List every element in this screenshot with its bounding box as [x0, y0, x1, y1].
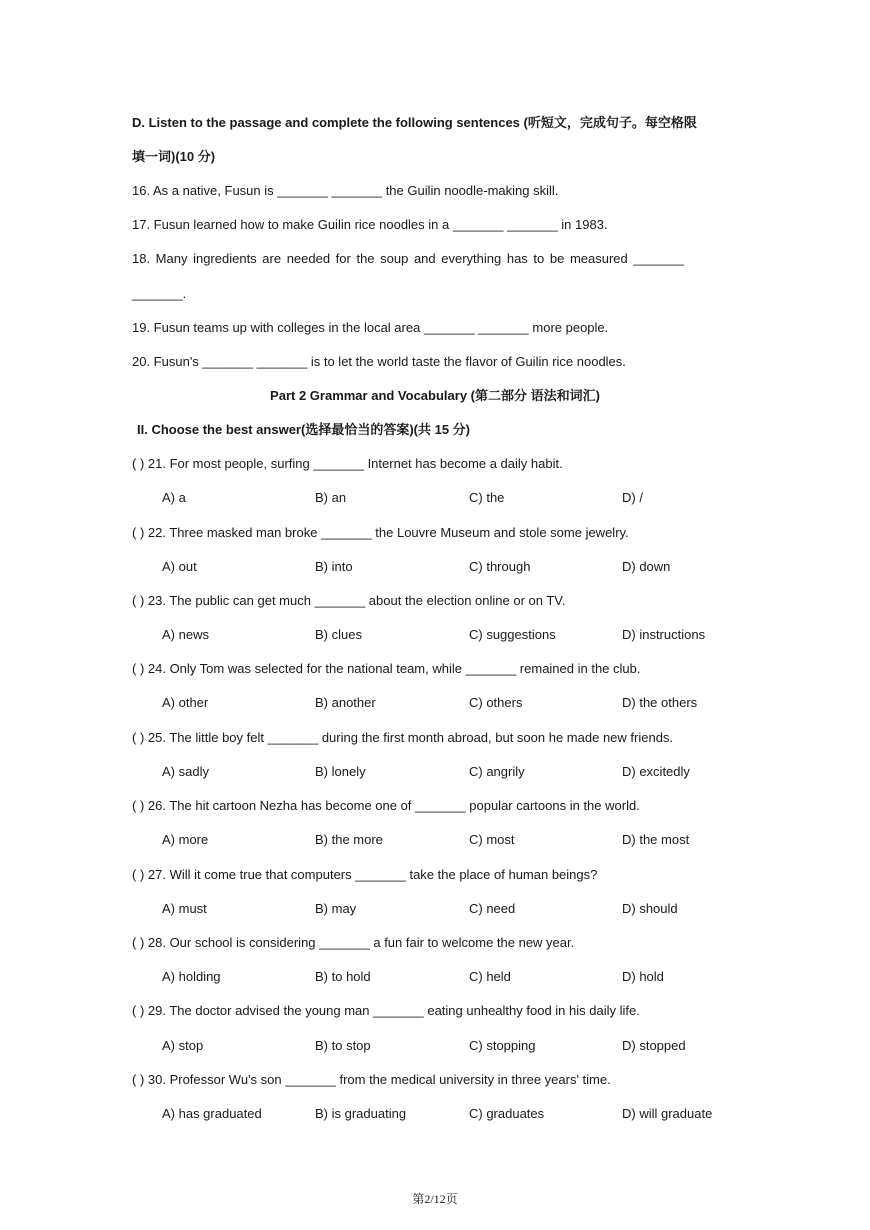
question-23: ( ) 23. The public can get much _______ about the election online or on TV. — [132, 593, 566, 608]
question-19: 19. Fusun teams up with colleges in the local area _______ _______ more people. — [132, 320, 609, 335]
option-b: B) clues — [315, 627, 362, 642]
option-b: B) to stop — [315, 1038, 371, 1053]
option-b: B) the more — [315, 832, 383, 847]
option-c: C) through — [469, 559, 531, 574]
option-a: A) stop — [162, 1038, 204, 1053]
option-d: D) stopped — [622, 1038, 686, 1053]
option-a: A) has graduated — [162, 1106, 262, 1121]
option-c: C) angrily — [469, 764, 525, 779]
option-c: C) most — [469, 832, 515, 847]
option-d: D) the most — [622, 832, 690, 847]
option-d: D) instructions — [622, 627, 706, 642]
option-d: D) hold — [622, 969, 664, 984]
option-d: D) / — [622, 490, 643, 505]
option-c: C) others — [469, 695, 523, 710]
option-b: B) to hold — [315, 969, 371, 984]
option-d: D) down — [622, 559, 671, 574]
question-29: ( ) 29. The doctor advised the young man _______ eating unhealthy food in his daily life. — [132, 1003, 640, 1018]
option-b: B) is graduating — [315, 1106, 407, 1121]
question-30: ( ) 30. Professor Wu's son _______ from the medical university in three years' time. — [132, 1072, 611, 1087]
question-25: ( ) 25. The little boy felt _______ during the first month abroad, but soon he made new friends. — [132, 730, 674, 745]
option-c: C) suggestions — [469, 627, 556, 642]
question-27: ( ) 27. Will it come true that computers _______ take the place of human beings? — [132, 867, 598, 882]
option-c: C) held — [469, 969, 511, 984]
question-20: 20. Fusun's _______ _______ is to let the world taste the flavor of Guilin rice noodles. — [132, 354, 626, 369]
question-18: 18. Many ingredients are needed for the soup and everything has to be measured _______ — [132, 251, 684, 266]
option-c: C) stopping — [469, 1038, 536, 1053]
option-a: A) holding — [162, 969, 221, 984]
option-a: A) must — [162, 901, 207, 916]
question-28: ( ) 28. Our school is considering _______ a fun fair to welcome the new year. — [132, 935, 575, 950]
option-d: D) the others — [622, 695, 698, 710]
section-2-heading: II. Choose the best answer(选择最恰当的答案)(共 15 分) — [137, 422, 470, 437]
page-number: 第2/12页 — [412, 1192, 458, 1206]
question-24: ( ) 24. Only Tom was selected for the national team, while _______ remained in the club. — [132, 661, 641, 676]
section-d-heading: D. Listen to the passage and complete the following sentences (听短文，完成句子。每空格限 — [132, 115, 697, 130]
option-a: A) out — [162, 559, 197, 574]
option-b: B) another — [315, 695, 376, 710]
option-b: B) an — [315, 490, 347, 505]
option-a: A) a — [162, 490, 186, 505]
option-b: B) into — [315, 559, 353, 574]
option-b: B) lonely — [315, 764, 366, 779]
question-22: ( ) 22. Three masked man broke _______ the Louvre Museum and stole some jewelry. — [132, 525, 629, 540]
option-a: A) other — [162, 695, 209, 710]
question-21: ( ) 21. For most people, surfing _______ Internet has become a daily habit. — [132, 456, 563, 471]
question-17: 17. Fusun learned how to make Guilin rice noodles in a _______ _______ in 1983. — [132, 217, 608, 232]
option-a: A) sadly — [162, 764, 209, 779]
option-a: A) news — [162, 627, 209, 642]
question-16: 16. As a native, Fusun is _______ _______ the Guilin noodle-making skill. — [132, 183, 559, 198]
option-d: D) will graduate — [622, 1106, 713, 1121]
question-18-cont: _______. — [132, 286, 187, 301]
option-c: C) need — [469, 901, 516, 916]
option-d: D) excitedly — [622, 764, 690, 779]
part2-title: Part 2 Grammar and Vocabulary (第二部分 语法和词汇) — [270, 388, 600, 403]
option-b: B) may — [315, 901, 357, 916]
option-a: A) more — [162, 832, 209, 847]
option-d: D) should — [622, 901, 678, 916]
option-c: C) graduates — [469, 1106, 545, 1121]
section-d-heading-cont: 填一词)(10 分) — [132, 149, 216, 164]
option-c: C) the — [469, 490, 505, 505]
question-26: ( ) 26. The hit cartoon Nezha has become one of _______ popular cartoons in the world. — [132, 798, 640, 813]
